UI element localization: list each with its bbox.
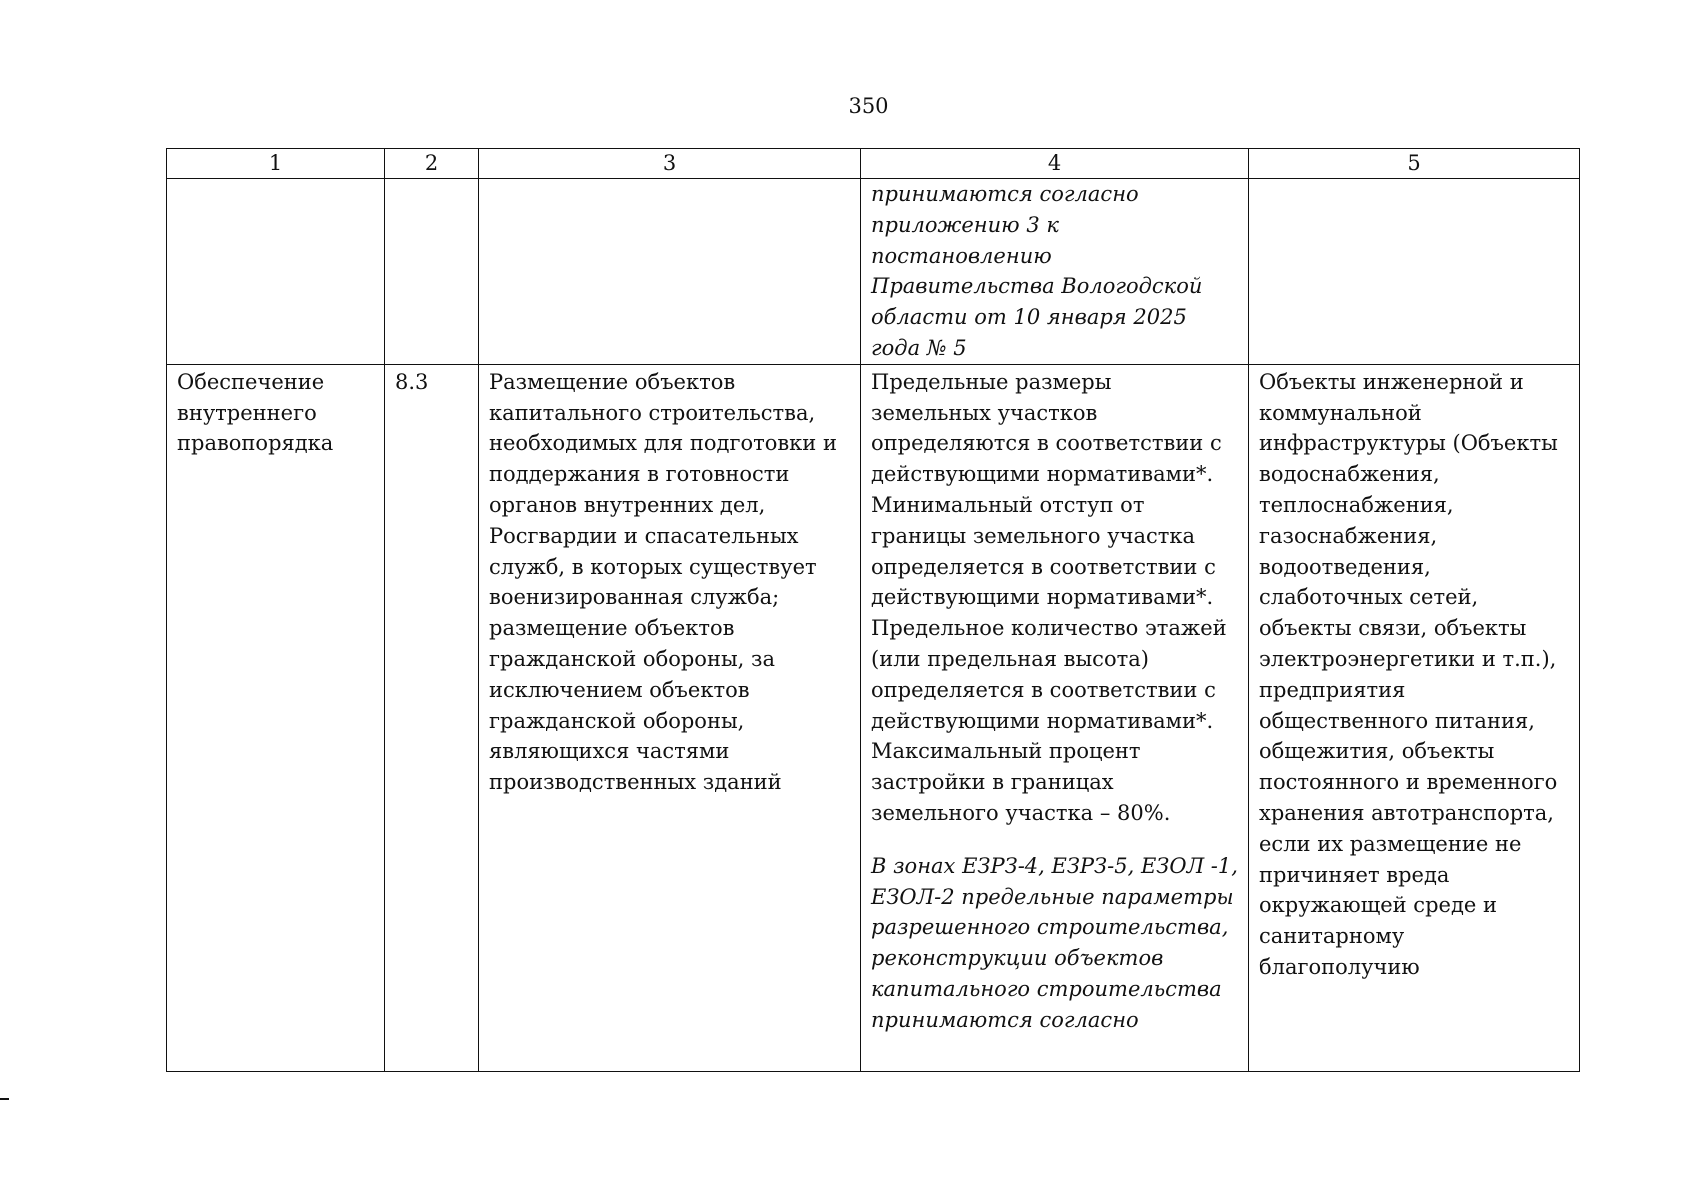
cell-cont-col1 (167, 179, 385, 365)
header-col-1: 1 (167, 149, 385, 179)
param-max-floors: Предельное количество этажей (или предельная высота) определяется в соответствии с действующими нормативами*. (871, 616, 1227, 733)
param-land-size: Предельные размеры земельных участков определяются в соответствии с действующими нормативами*. (871, 369, 1222, 487)
header-col-2: 2 (385, 149, 479, 179)
header-col-5: 5 (1249, 149, 1580, 179)
cell-code: 8.3 (385, 364, 479, 1071)
cell-cont-col3 (479, 179, 861, 365)
page-number: 350 (848, 94, 889, 118)
header-row (167, 149, 1580, 179)
regulations-table (166, 148, 1580, 1072)
param-zones-note: В зонах ЕЗРЗ-4, ЕЗРЗ-5, ЕЗОЛ -1, ЕЗОЛ-2 предельные параметры разрешенного строительства, реконструкции объектов капитального строительства принимаются согласно (871, 853, 1238, 1032)
table-row-main (167, 364, 1580, 1071)
param-min-setback: Минимальный отступ от границы земельного участка определяется в соответствии с действующими нормативами*. (871, 492, 1216, 610)
cell-cont-col4: принимаются согласно приложению 3 к постановлению Правительства Вологодской области от 10 января 2025 года № 5 (861, 179, 1249, 365)
table-row-continuation (167, 179, 1580, 365)
cell-use-type: Обеспечение внутреннего правопорядка (167, 364, 385, 1071)
margin-mark (0, 1098, 9, 1100)
cell-parameters (861, 364, 1249, 1071)
header-col-4: 4 (861, 149, 1249, 179)
cell-cont-col5 (1249, 179, 1580, 365)
header-col-3: 3 (479, 149, 861, 179)
cell-auxiliary-uses: Объекты инженерной и коммунальной инфраструктуры (Объекты водоснабжения, теплоснабжения, газоснабжения, водоотведения, слаботочных сетей, объекты связи, объекты электроэнергетики и т.п.), предприятия общественного питания, общежития, объекты постоянного и временного хранения автотранспорта, если их размещение не причиняет вреда окружающей среде и санитарному благополучию (1249, 364, 1580, 1071)
cell-cont-col2 (385, 179, 479, 365)
cell-description: Размещение объектов капитального строительства, необходимых для подготовки и поддержания в готовности органов внутренних дел, Росгвардии и спасательных служб, в которых существует военизированная служба; размещение объектов гражданской обороны, за исключением объектов гражданской обороны, являющихся частями производственных зданий (479, 364, 861, 1071)
param-max-coverage: Максимальный процент застройки в границах земельного участка – 80%. (871, 739, 1171, 825)
